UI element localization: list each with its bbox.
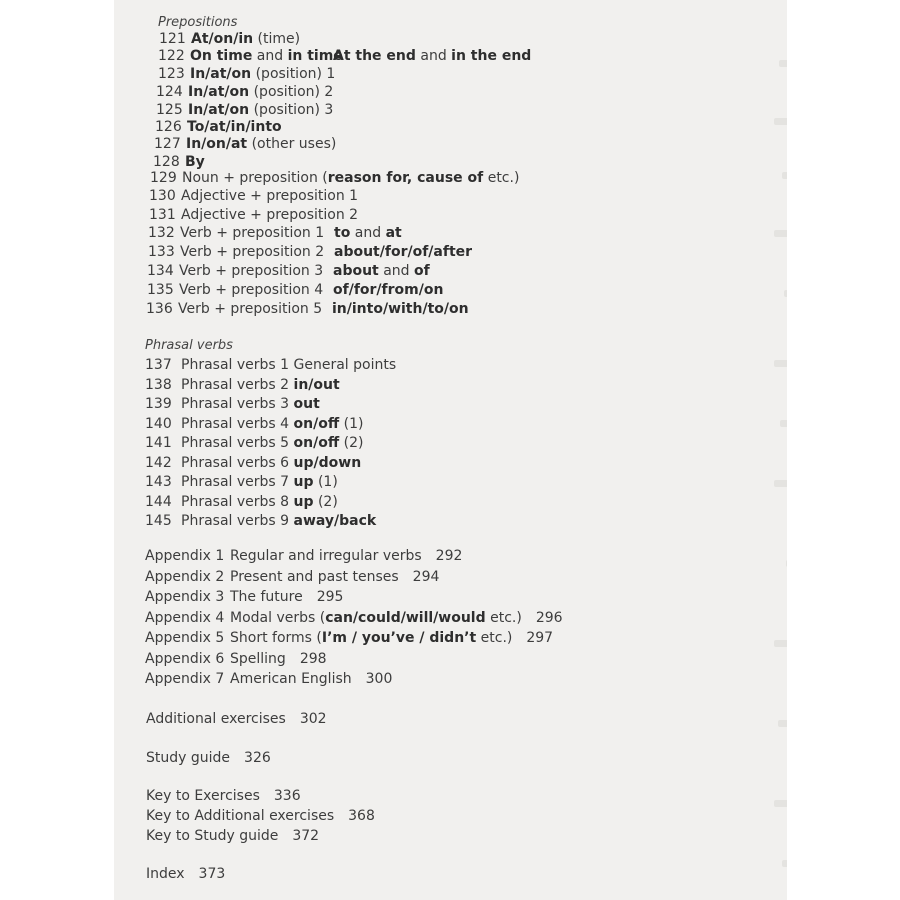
entry-number: 142 xyxy=(145,454,172,471)
toc-entry xyxy=(149,188,358,204)
entry-number: 129 xyxy=(150,170,177,186)
bold-term: reason for, cause of xyxy=(327,170,484,186)
bold-term: about xyxy=(333,263,379,279)
entry-number: 139 xyxy=(145,396,172,412)
toc-entry xyxy=(145,357,396,373)
bold-term: To/at/in/into xyxy=(187,119,282,135)
bold-term: up xyxy=(293,474,314,490)
entry-text: Phrasal verbs 7 xyxy=(181,474,294,490)
toc-entry xyxy=(145,455,361,471)
entry-text: Verb + preposition 5 xyxy=(178,301,323,317)
page-number: 298 xyxy=(299,650,327,667)
entry-text: (position) 3 xyxy=(249,102,334,118)
page-number: 295 xyxy=(316,589,344,605)
entry-detail xyxy=(334,225,402,241)
entry-detail xyxy=(333,48,531,64)
entry-number: 137 xyxy=(145,357,172,373)
bold-term: At the end xyxy=(333,48,416,64)
entry-text: Phrasal verbs 3 xyxy=(181,396,294,412)
appendix-label: Appendix 1 xyxy=(145,548,225,564)
appendix-label: Appendix 7 xyxy=(145,671,225,687)
entry-text: Present and past tenses xyxy=(230,568,399,585)
section-heading-prepositions: Prepositions xyxy=(158,15,238,30)
bold-term: up xyxy=(293,493,314,510)
bold-term: in/out xyxy=(293,376,340,393)
entry-detail xyxy=(332,301,469,317)
entry-label: Key to Additional exercises xyxy=(146,808,335,824)
appendix-entry xyxy=(145,548,462,564)
toc-entry xyxy=(153,154,205,170)
back-matter-entry xyxy=(146,711,327,727)
page-number: 297 xyxy=(526,630,554,646)
entry-number: 127 xyxy=(154,136,181,152)
page-number: 300 xyxy=(365,671,393,687)
entry-text: etc.) xyxy=(485,609,522,626)
entry-number: 143 xyxy=(145,474,172,490)
toc-entry xyxy=(145,396,320,412)
page-number: 292 xyxy=(435,548,463,564)
page-number: 294 xyxy=(412,568,440,585)
appendix-entry xyxy=(145,651,327,667)
entry-number: 135 xyxy=(147,282,174,298)
entry-number: 123 xyxy=(158,66,185,82)
appendix-entry xyxy=(145,610,563,626)
back-matter-entry xyxy=(146,750,271,766)
entry-label: Key to Study guide xyxy=(146,828,279,844)
entry-number: 125 xyxy=(156,102,183,118)
entry-number: 134 xyxy=(147,263,174,279)
toc-entry xyxy=(148,225,402,241)
entry-number: 141 xyxy=(145,435,172,451)
entry-text: (position) 1 xyxy=(251,66,336,82)
section-heading-phrasal-verbs: Phrasal verbs xyxy=(145,338,233,353)
appendix-label: Appendix 4 xyxy=(145,609,225,626)
appendix-label: Appendix 2 xyxy=(145,568,225,585)
entry-text: Adjective + preposition 1 xyxy=(181,188,359,204)
appendix-label: Appendix 6 xyxy=(145,650,225,667)
entry-number: 124 xyxy=(156,84,183,100)
bold-term: in the end xyxy=(451,48,532,64)
appendix-entry xyxy=(145,630,553,646)
entry-label: Key to Exercises xyxy=(146,788,260,804)
back-matter-entry xyxy=(146,866,225,882)
back-matter-entry xyxy=(146,828,319,844)
bold-term: By xyxy=(185,154,205,170)
entry-number: 128 xyxy=(153,154,180,170)
page-number: 296 xyxy=(535,609,563,626)
bold-term: At/on/in xyxy=(191,31,254,47)
bold-term: up/down xyxy=(293,454,362,471)
bold-term: on/off xyxy=(293,415,340,432)
contents-page xyxy=(114,0,787,900)
toc-entry xyxy=(149,207,358,223)
toc-entry xyxy=(156,102,333,118)
entry-text: (2) xyxy=(339,435,364,451)
toc-entry xyxy=(145,416,363,432)
toc-entry xyxy=(145,494,338,510)
entry-text: Noun + preposition ( xyxy=(182,170,328,186)
bold-term: about/for/of/after xyxy=(334,244,473,260)
bold-term: in time xyxy=(287,48,343,64)
bold-term: In/at/on xyxy=(190,66,252,82)
bold-term: In/on/at xyxy=(186,136,248,152)
toc-entry xyxy=(146,301,469,317)
entry-text: Short forms ( xyxy=(230,630,322,646)
bold-term: at xyxy=(385,225,402,241)
entry-text: and xyxy=(350,225,386,241)
entry-detail xyxy=(334,244,472,260)
bold-term: away/back xyxy=(293,513,377,529)
entry-text: and xyxy=(252,48,288,64)
entry-number: 122 xyxy=(158,48,185,64)
appendix-label: Appendix 3 xyxy=(145,589,225,605)
entry-number: 131 xyxy=(149,207,176,223)
toc-entry xyxy=(155,119,282,135)
entry-text: Phrasal verbs 5 xyxy=(181,435,294,451)
entry-text: etc.) xyxy=(476,630,513,646)
bold-term: in/into/with/to/on xyxy=(332,301,469,317)
entry-number: 133 xyxy=(148,244,175,260)
entry-number: 138 xyxy=(145,376,172,393)
entry-text: Verb + preposition 3 xyxy=(179,263,324,279)
entry-text: (position) 2 xyxy=(249,84,334,100)
bold-term: On time xyxy=(190,48,253,64)
entry-text: (1) xyxy=(339,415,364,432)
appendix-entry xyxy=(145,589,343,605)
entry-number: 121 xyxy=(159,31,186,47)
bold-term: of/for/from/on xyxy=(333,282,444,298)
entry-number: 132 xyxy=(148,225,175,241)
bold-term: to xyxy=(334,225,351,241)
entry-text: (2) xyxy=(313,493,338,510)
page-number: 372 xyxy=(292,828,320,844)
entry-text: Spelling xyxy=(230,650,286,667)
entry-text: (time) xyxy=(253,31,301,47)
bold-term: I’m / you’ve / didn’t xyxy=(321,630,477,646)
bold-term: on/off xyxy=(293,435,340,451)
entry-text: Phrasal verbs 8 xyxy=(181,493,294,510)
page-number: 326 xyxy=(244,750,271,766)
toc-entry xyxy=(145,513,376,529)
bold-term: out xyxy=(293,396,320,412)
entry-text: Modal verbs ( xyxy=(230,609,326,626)
toc-entry xyxy=(145,377,340,393)
toc-entry xyxy=(158,48,532,64)
entry-text: (1) xyxy=(313,474,338,490)
entry-text: Phrasal verbs 4 xyxy=(181,415,294,432)
entry-text: American English xyxy=(230,671,352,687)
entry-text: and xyxy=(378,263,414,279)
entry-number: 130 xyxy=(149,188,176,204)
entry-number: 140 xyxy=(145,415,172,432)
entry-text: Phrasal verbs 9 xyxy=(181,513,294,529)
toc-entry xyxy=(159,31,300,47)
toc-entry xyxy=(156,84,333,100)
entry-text: Regular and irregular verbs xyxy=(230,548,422,564)
appendix-entry xyxy=(145,671,392,687)
entry-number: 145 xyxy=(145,513,172,529)
toc-entry xyxy=(158,66,335,82)
bold-term: In/at/on xyxy=(188,84,250,100)
toc-entry xyxy=(147,263,430,279)
entry-number: 144 xyxy=(145,493,172,510)
entry-text: and xyxy=(415,48,452,64)
appendix-label: Appendix 5 xyxy=(145,630,225,646)
page-number: 336 xyxy=(273,788,301,804)
entry-text: Phrasal verbs 1 General points xyxy=(181,357,397,373)
bold-term: In/at/on xyxy=(188,102,250,118)
toc-entry xyxy=(147,282,444,298)
entry-detail xyxy=(333,263,430,279)
entry-detail xyxy=(333,282,443,298)
entry-text: Phrasal verbs 2 xyxy=(181,376,294,393)
toc-entry xyxy=(154,136,336,152)
entry-number: 126 xyxy=(155,119,182,135)
entry-text: Verb + preposition 4 xyxy=(179,282,324,298)
entry-label: Additional exercises xyxy=(146,711,286,727)
back-matter-entry xyxy=(146,808,375,824)
page-number: 368 xyxy=(348,808,375,824)
toc-entry xyxy=(150,170,519,186)
entry-text: Phrasal verbs 6 xyxy=(181,454,294,471)
entry-text: etc.) xyxy=(483,170,520,186)
appendix-entry xyxy=(145,569,439,585)
bold-term: can/could/will/would xyxy=(325,609,486,626)
entry-text: (other uses) xyxy=(247,136,337,152)
page-number: 302 xyxy=(299,711,327,727)
toc-entry xyxy=(148,244,473,260)
entry-text: The future xyxy=(230,589,303,605)
page-number: 373 xyxy=(198,866,226,882)
entry-text: Adjective + preposition 2 xyxy=(181,207,359,223)
bold-term: of xyxy=(414,263,430,279)
entry-number: 136 xyxy=(146,301,173,317)
toc-entry xyxy=(145,474,338,490)
entry-label: Index xyxy=(146,866,185,882)
entry-text: Verb + preposition 2 xyxy=(180,244,325,260)
toc-entry xyxy=(145,435,363,451)
entry-text: Verb + preposition 1 xyxy=(180,225,325,241)
entry-label: Study guide xyxy=(146,750,231,766)
show-through-text xyxy=(774,0,787,900)
back-matter-entry xyxy=(146,788,301,804)
